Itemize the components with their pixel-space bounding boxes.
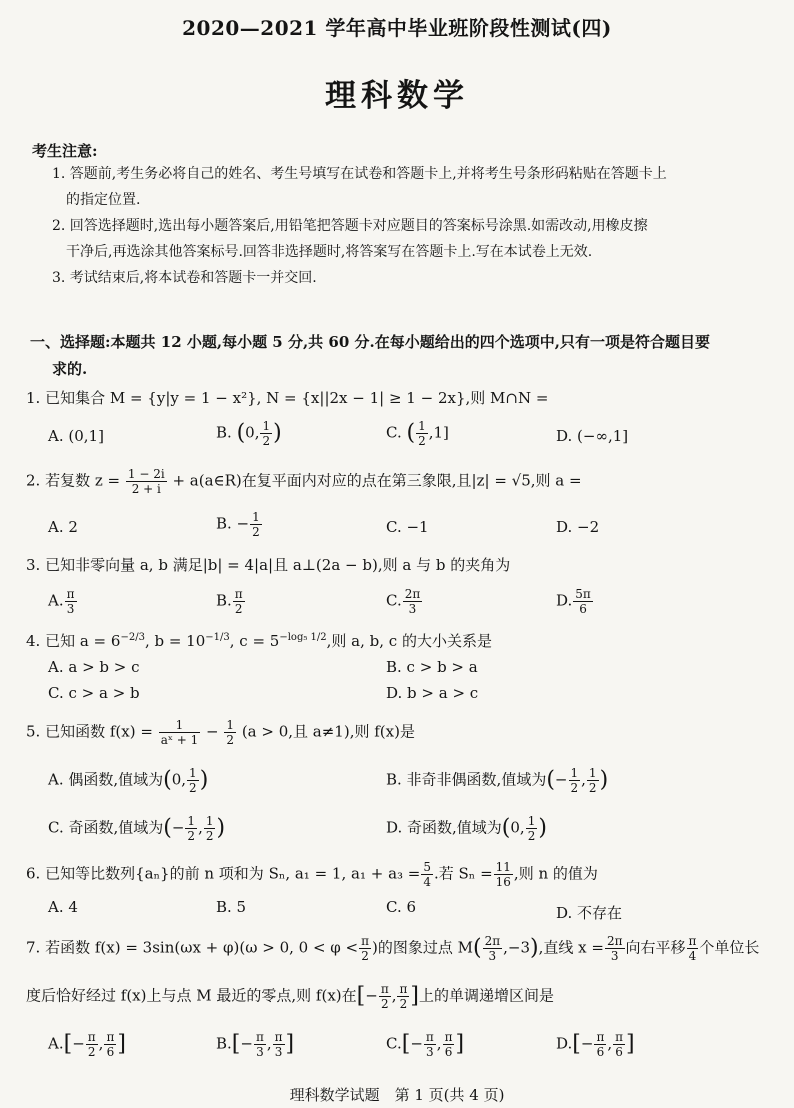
q2-option-c: C. −1 [386,518,429,536]
q4-option-c: C. c > a > b [48,684,140,702]
q1-option-b: B. (0, $\frac{1}{2}$ ) [216,419,282,448]
question-4-stem: 4. 已知 $a = 6^{-2/3}$, $b = 10^{-1/3}$, $c = 5^{-log_5 1/2}$,则 a, b, c 的大小关系是 [26,632,492,650]
q3-option-c: C. $\frac{2\pi}{3}$ [386,587,421,616]
q1-option-c: C. ( $\frac{1}{2}$ ,1] [386,419,449,448]
q2-option-d: D. −2 [556,518,600,536]
question-6-stem: 6. 已知等比数列{aₙ}的前 n 项和为 Sₙ, a₁ = 1, a₁ + a₃ = $\frac{5}{4}$ .若 Sₙ = $\frac{11}{16}$ ,则 n 的值为 [26,860,598,889]
notice-item-1-cont: 的指定位置. [66,192,141,208]
notice-heading: 考生注意: [32,142,98,160]
q3-option-b: B. $\frac{\pi}{2}$ [216,587,243,616]
q6-option-a: A. 4 [48,898,78,916]
q2-option-a: A. 2 [48,518,78,536]
q4-option-d: D. b > a > c [386,684,479,702]
q4-option-b: B. c > b > a [386,658,478,676]
notice-item-2: 2. 回答选择题时,选出每小题答案后,用铅笔把答题卡对应题目的答案标号涂黑.如需改动,用橡皮擦 [52,218,648,234]
q5-option-b: B. 非奇非偶函数,值域为(− $\frac{1}{2}$ , $\frac{1}{2}$ ) [386,766,609,795]
q6-option-d: D. 不存在 [556,904,623,922]
q3-option-d: D. $\frac{5\pi}{6}$ [556,587,591,616]
page-footer: 理科数学试题 第 1 页(共 4 页) [289,1086,505,1104]
exam-title: 2020—2021 学年高中毕业班阶段性测试(四) [182,16,612,40]
q4-option-a: A. a > b > c [48,658,140,676]
q7-option-d: D.[− $\frac{\pi}{6}$ , $\frac{\pi}{6}$ ] [556,1030,635,1059]
question-5-stem: 5. 已知函数 f(x) = $\frac{1}{\text{aˣ + 1}}$ − $\frac{1}{2}$ (a > 0,且 a≠1),则 f(x)是 [26,718,415,747]
notice-item-1: 1. 答题前,考生务必将自己的姓名、考生号填写在试卷和答题卡上,并将考生号条形码粘贴在答题卡上 [52,166,667,182]
section-heading: 一、选择题:本题共 12 小题,每小题 5 分,共 60 分.在每小题给出的四个选项中,只有一项是符合题目要 [30,333,710,351]
question-7-stem-cont: 度后恰好经过 f(x)上与点 M 最近的零点,则 f(x)在[− $\frac{\pi}{2}$ , $\frac{\pi}{2}$ ]上的单调递增区间是 [26,982,554,1011]
notice-item-3: 3. 考试结束后,将本试卷和答题卡一并交回. [52,270,317,286]
question-3-stem: 3. 已知非零向量 a, b 满足|b| = 4|a|且 a⊥(2a − b),则 a 与 b 的夹角为 [26,556,511,574]
q5-option-d: D. 奇函数,值域为(0, $\frac{1}{2}$ ) [386,814,547,843]
notice-item-2-cont: 干净后,再选涂其他答案标号.回答非选择题时,将答案写在答题卡上.写在本试卷上无效. [66,244,593,260]
q7-option-c: C.[− $\frac{\pi}{3}$ , $\frac{\pi}{6}$ ] [386,1030,465,1059]
q5-option-a: A. 偶函数,值域为(0, $\frac{1}{2}$ ) [48,766,209,795]
section-heading-cont: 求的. [52,360,88,378]
q7-option-a: A.[− $\frac{\pi}{2}$ , $\frac{\pi}{6}$ ] [48,1030,126,1059]
q7-option-b: B.[− $\frac{\pi}{3}$ , $\frac{\pi}{3}$ ] [216,1030,295,1059]
question-7-stem: 7. 若函数 f(x) = 3sin(ωx + φ)(ω > 0, 0 < φ < $\frac{\pi}{2}$ )的图象过点 M( $\frac{2\pi}{3}$ ,−3),直线 x = $\frac{2\pi}{3}$ 向右平移 $\frac{\pi}{4}$ 个单位长 [26,934,760,963]
q6-option-b: B. 5 [216,898,247,916]
q1-option-d: D. (−∞,1] [556,427,629,445]
subject-title: 理科数学 [325,78,469,114]
question-2-stem: 2. 若复数 z = $\frac{1 - 2i}{2 + i}$ + a(a∈R)在复平面内对应的点在第三象限,且|z| = √5,则 a = [26,467,582,496]
q1-option-a: A. (0,1] [48,427,104,445]
q2-option-b: B. − $\frac{1}{2}$ [216,510,260,539]
q5-option-c: C. 奇函数,值域为(− $\frac{1}{2}$ , $\frac{1}{2}$ ) [48,814,226,843]
question-1-stem: 1. 已知集合 M = {y|y = 1 − x²}, N = {x||2x − 1| ≥ 1 − 2x},则 M∩N = [26,389,549,407]
q3-option-a: A. $\frac{\pi}{3}$ [48,587,75,616]
q6-option-c: C. 6 [386,898,417,916]
